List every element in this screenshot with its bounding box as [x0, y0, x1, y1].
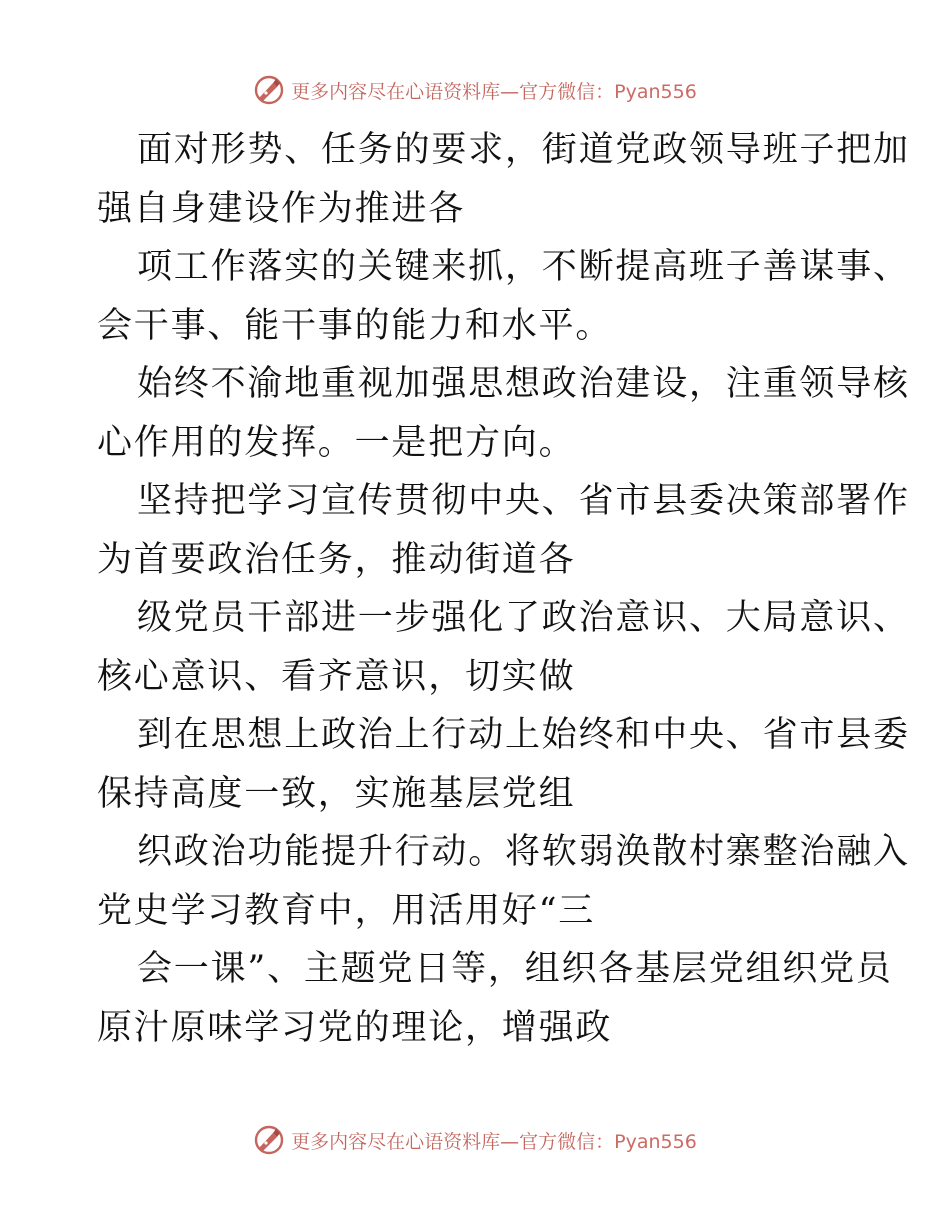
text-line: 保持高度一致，实施基层党组	[97, 773, 576, 814]
watermark-label: 更多内容尽在心语资料库—官方微信：	[291, 80, 615, 103]
text-line: 强自身建设作为推进各	[97, 188, 466, 229]
watermark-label: 更多内容尽在心语资料库—官方微信：	[291, 1130, 615, 1153]
pen-nib-icon	[253, 1124, 285, 1156]
text-line: 面对形势、任务的要求，街道党政领导班子把加	[137, 130, 910, 170]
document-body	[97, 121, 910, 1057]
text-line: 为首要政治任务，推动街道各	[97, 539, 576, 580]
header-watermark	[0, 73, 950, 107]
text-line: 原汁原味学习党的理论，增强政	[97, 1007, 613, 1048]
footer-watermark	[0, 1123, 950, 1157]
text-line: 党史学习教育中，用活用好“三	[97, 890, 596, 931]
text-line: 项工作落实的关键来抓，不断提高班子善谋事、	[137, 247, 910, 287]
text-line: 到在思想上政治上行动上始终和中央、省市县委	[137, 715, 910, 755]
text-line: 坚持把学习宣传贯彻中央、省市县委决策部署作	[137, 481, 910, 521]
text-line: 心作用的发挥。一是把方向。	[97, 422, 576, 463]
text-line: 始终不渝地重视加强思想政治建设，注重领导核	[137, 364, 910, 404]
watermark-text	[291, 1127, 697, 1154]
text-line: 核心意识、看齐意识，切实做	[97, 656, 576, 697]
text-line: 级党员干部进一步强化了政治意识、大局意识、	[137, 598, 910, 638]
watermark-text	[291, 77, 697, 104]
text-line: 会干事、能干事的能力和水平。	[97, 305, 613, 346]
watermark-wechat-id: Pyan556	[614, 80, 697, 103]
text-line: 织政治功能提升行动。将软弱涣散村寨整治融入	[137, 832, 910, 872]
pen-nib-icon	[253, 74, 285, 106]
text-line: 会一课”、主题党日等，组织各基层党组织党员	[137, 949, 893, 989]
watermark-wechat-id: Pyan556	[614, 1130, 697, 1153]
